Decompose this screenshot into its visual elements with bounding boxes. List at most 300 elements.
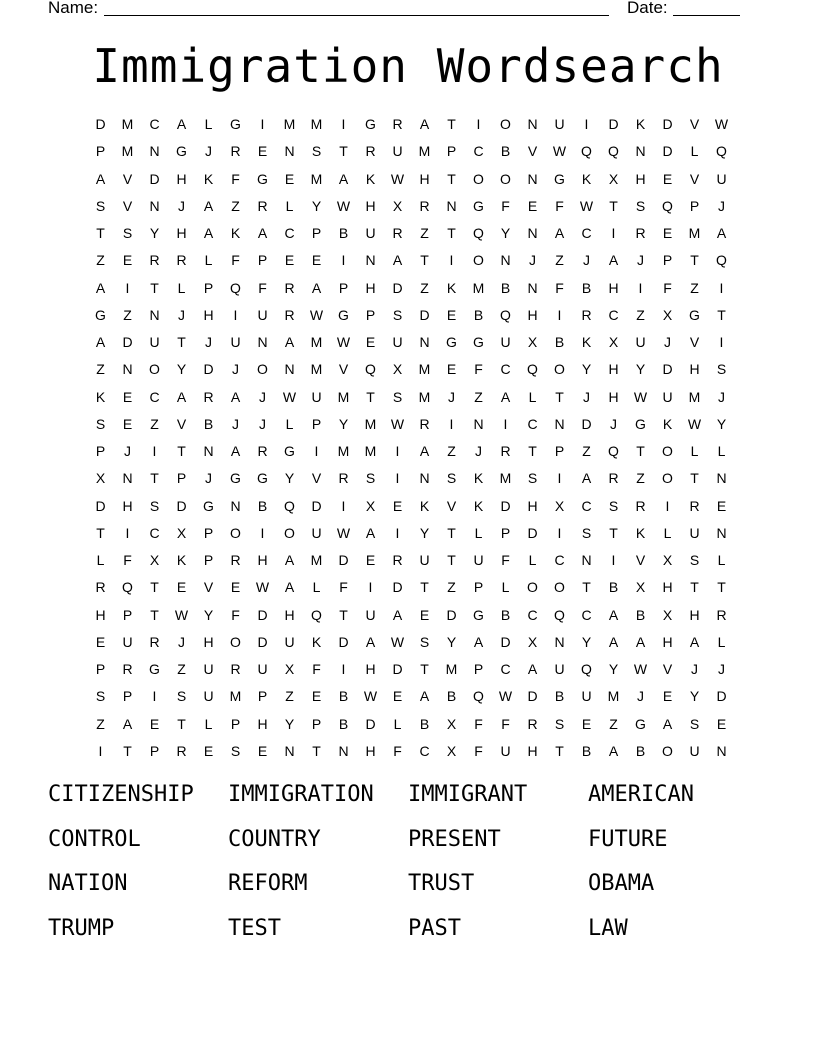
grid-letter: T bbox=[177, 715, 186, 732]
grid-letter: N bbox=[554, 415, 565, 432]
grid-row bbox=[87, 331, 735, 358]
grid-letter: D bbox=[500, 497, 511, 514]
grid-letter: R bbox=[176, 742, 187, 759]
grid-letter: L bbox=[663, 524, 672, 541]
grid-letter: P bbox=[95, 443, 106, 459]
grid-letter: X bbox=[662, 552, 673, 568]
grid-letter: H bbox=[689, 361, 700, 378]
grid-letter: Y bbox=[581, 633, 592, 650]
word-list-item: NATION bbox=[48, 871, 128, 896]
grid-letter: J bbox=[205, 143, 212, 160]
grid-letter: R bbox=[581, 306, 592, 323]
grid-letter: A bbox=[527, 661, 538, 677]
grid-letter: M bbox=[283, 116, 296, 132]
grid-letter: Y bbox=[689, 688, 700, 705]
grid-letter: G bbox=[689, 306, 700, 323]
word-list-item: CONTROL bbox=[48, 826, 141, 852]
grid-letter: M bbox=[310, 361, 323, 378]
grid-letter: Q bbox=[581, 661, 592, 677]
grid-letter: A bbox=[473, 633, 484, 650]
grid-letter: U bbox=[554, 116, 565, 132]
grid-letter: I bbox=[395, 470, 400, 487]
grid-letter: F bbox=[231, 170, 240, 187]
grid-letter: C bbox=[473, 143, 484, 160]
grid-letter: O bbox=[662, 470, 673, 487]
grid-letter: G bbox=[473, 334, 484, 350]
grid-letter: Z bbox=[420, 225, 429, 241]
grid-letter: R bbox=[392, 225, 403, 241]
grid-letter: U bbox=[554, 661, 565, 677]
grid-letter: R bbox=[203, 388, 214, 405]
grid-letter: D bbox=[662, 361, 673, 378]
grid-letter: T bbox=[690, 579, 699, 596]
grid-letter: N bbox=[500, 252, 511, 269]
name-label: Name: bbox=[48, 0, 99, 17]
grid-letter: A bbox=[95, 170, 106, 187]
grid-letter: G bbox=[473, 197, 484, 214]
grid-letter: L bbox=[690, 143, 699, 160]
grid-letter: I bbox=[503, 415, 508, 432]
grid-letter: R bbox=[122, 661, 133, 677]
grid-letter: N bbox=[716, 524, 727, 541]
grid-letter: T bbox=[339, 606, 348, 623]
grid-letter: W bbox=[390, 633, 405, 650]
grid-letter: U bbox=[689, 524, 700, 541]
grid-letter: T bbox=[447, 116, 456, 132]
grid-letter: L bbox=[474, 524, 483, 541]
grid-letter: D bbox=[203, 361, 214, 378]
grid-letter: W bbox=[633, 661, 648, 677]
grid-letter: O bbox=[500, 116, 511, 132]
grid-letter: D bbox=[122, 334, 133, 350]
word-list bbox=[48, 780, 768, 958]
grid-letter: M bbox=[472, 279, 485, 296]
grid-letter: X bbox=[392, 197, 403, 214]
date-blank-line bbox=[673, 15, 740, 16]
grid-letter: A bbox=[95, 334, 106, 350]
grid-letter: Z bbox=[447, 579, 456, 596]
grid-letter: O bbox=[230, 524, 241, 541]
grid-letter: O bbox=[554, 361, 565, 378]
grid-letter: H bbox=[662, 633, 673, 650]
grid-letter: O bbox=[149, 361, 160, 378]
grid-letter: Q bbox=[581, 143, 592, 160]
grid-letter: N bbox=[419, 470, 430, 487]
grid-letter: I bbox=[152, 688, 157, 705]
grid-letter: B bbox=[608, 579, 619, 596]
grid-letter: P bbox=[95, 143, 106, 160]
grid-letter: P bbox=[149, 742, 160, 759]
grid-letter: V bbox=[527, 143, 538, 160]
grid-letter: S bbox=[176, 688, 187, 705]
grid-letter: N bbox=[284, 742, 295, 759]
grid-letter: E bbox=[365, 552, 376, 568]
grid-letter: G bbox=[635, 415, 646, 432]
grid-letter: D bbox=[338, 552, 349, 568]
grid-letter: D bbox=[716, 688, 727, 705]
grid-letter: R bbox=[500, 443, 511, 459]
grid-letter: T bbox=[636, 443, 645, 459]
grid-letter: C bbox=[419, 742, 430, 759]
grid-letter: X bbox=[608, 170, 619, 187]
grid-letter: T bbox=[582, 579, 591, 596]
grid-letter: A bbox=[608, 252, 619, 269]
grid-row bbox=[87, 467, 735, 494]
grid-letter: A bbox=[716, 225, 727, 241]
grid-letter: P bbox=[311, 225, 322, 241]
grid-letter: L bbox=[312, 579, 321, 596]
grid-row bbox=[87, 195, 735, 222]
grid-row bbox=[87, 358, 735, 385]
grid-letter: V bbox=[122, 197, 133, 214]
grid-letter: X bbox=[635, 579, 646, 596]
grid-letter: P bbox=[554, 443, 565, 459]
grid-letter: S bbox=[608, 497, 619, 514]
grid-letter: E bbox=[311, 688, 322, 705]
grid-letter: R bbox=[95, 579, 106, 596]
grid-letter: M bbox=[310, 116, 323, 132]
word-list-item: IMMIGRATION bbox=[228, 782, 374, 807]
grid-letter: D bbox=[149, 170, 160, 187]
grid-letter: I bbox=[476, 116, 481, 132]
grid-letter: U bbox=[257, 661, 268, 677]
grid-letter: E bbox=[203, 742, 214, 759]
grid-letter: H bbox=[257, 552, 268, 568]
grid-letter: I bbox=[395, 443, 400, 459]
grid-letter: T bbox=[366, 388, 375, 405]
grid-letter: W bbox=[714, 116, 729, 132]
grid-letter: E bbox=[365, 334, 376, 350]
grid-letter: N bbox=[527, 116, 538, 132]
grid-letter: X bbox=[554, 497, 565, 514]
grid-letter: C bbox=[554, 552, 565, 568]
grid-letter: R bbox=[527, 715, 538, 732]
grid-letter: E bbox=[392, 688, 403, 705]
grid-letter: W bbox=[552, 143, 567, 160]
grid-row bbox=[87, 713, 735, 740]
grid-letter: T bbox=[717, 306, 726, 323]
grid-letter: H bbox=[527, 306, 538, 323]
grid-letter: S bbox=[365, 470, 376, 487]
grid-letter: A bbox=[203, 225, 214, 241]
grid-letter: Q bbox=[365, 361, 376, 378]
grid-letter: B bbox=[446, 688, 457, 705]
grid-letter: U bbox=[311, 388, 322, 405]
grid-letter: J bbox=[637, 688, 644, 705]
grid-letter: X bbox=[527, 334, 538, 350]
grid-row bbox=[87, 495, 735, 522]
grid-letter: Y bbox=[608, 661, 619, 677]
grid-letter: L bbox=[204, 715, 213, 732]
grid-letter: G bbox=[257, 470, 268, 487]
grid-letter: R bbox=[689, 497, 700, 514]
grid-letter: K bbox=[311, 633, 322, 650]
grid-letter: T bbox=[123, 742, 132, 759]
grid-letter: U bbox=[500, 334, 511, 350]
grid-letter: K bbox=[203, 170, 214, 187]
grid-letter: T bbox=[177, 443, 186, 459]
grid-letter: Z bbox=[420, 279, 429, 296]
grid-letter: I bbox=[152, 443, 157, 459]
grid-letter: T bbox=[690, 252, 699, 269]
grid-letter: M bbox=[310, 334, 323, 350]
grid-letter: E bbox=[662, 688, 673, 705]
grid-letter: L bbox=[96, 552, 105, 568]
grid-letter: K bbox=[473, 470, 484, 487]
grid-letter: R bbox=[284, 279, 295, 296]
grid-letter: O bbox=[230, 633, 241, 650]
grid-letter: A bbox=[176, 116, 187, 132]
grid-letter: Z bbox=[636, 470, 645, 487]
grid-letter: H bbox=[284, 606, 295, 623]
grid-letter: F bbox=[474, 361, 483, 378]
grid-letter: F bbox=[555, 197, 564, 214]
word-list-item: REFORM bbox=[228, 871, 308, 896]
grid-letter: A bbox=[311, 279, 322, 296]
grid-letter: M bbox=[499, 470, 512, 487]
grid-row bbox=[87, 277, 735, 304]
grid-letter: Z bbox=[690, 279, 699, 296]
grid-letter: I bbox=[719, 334, 724, 350]
grid-letter: M bbox=[445, 661, 458, 677]
grid-letter: S bbox=[392, 306, 403, 323]
grid-letter: H bbox=[608, 388, 619, 405]
grid-letter: E bbox=[581, 715, 592, 732]
grid-letter: U bbox=[203, 688, 214, 705]
word-list-item: COUNTRY bbox=[228, 826, 321, 852]
grid-letter: J bbox=[583, 388, 590, 405]
grid-letter: F bbox=[555, 279, 564, 296]
grid-letter: B bbox=[635, 742, 646, 759]
grid-letter: T bbox=[447, 524, 456, 541]
grid-letter: Q bbox=[554, 606, 565, 623]
grid-letter: C bbox=[500, 661, 511, 677]
grid-letter: E bbox=[419, 606, 430, 623]
grid-letter: G bbox=[473, 606, 484, 623]
grid-letter: F bbox=[393, 742, 402, 759]
grid-letter: B bbox=[554, 334, 565, 350]
grid-letter: J bbox=[583, 252, 590, 269]
grid-letter: H bbox=[689, 606, 700, 623]
grid-row bbox=[87, 576, 735, 603]
grid-letter: Z bbox=[582, 443, 591, 459]
grid-letter: S bbox=[689, 715, 700, 732]
grid-letter: I bbox=[557, 524, 562, 541]
grid-letter: S bbox=[149, 497, 160, 514]
grid-letter: A bbox=[284, 552, 295, 568]
grid-letter: U bbox=[365, 225, 376, 241]
grid-letter: A bbox=[176, 388, 187, 405]
grid-letter: Z bbox=[96, 361, 105, 378]
grid-letter: O bbox=[662, 742, 673, 759]
grid-letter: K bbox=[662, 415, 673, 432]
grid-letter: F bbox=[339, 579, 348, 596]
grid-letter: P bbox=[338, 279, 349, 296]
grid-letter: I bbox=[611, 552, 616, 568]
grid-letter: Y bbox=[581, 361, 592, 378]
grid-letter: R bbox=[230, 661, 241, 677]
grid-letter: J bbox=[637, 252, 644, 269]
grid-letter: D bbox=[446, 606, 457, 623]
name-date-header bbox=[48, 0, 748, 19]
grid-row bbox=[87, 168, 735, 195]
grid-letter: A bbox=[581, 470, 592, 487]
grid-letter: P bbox=[203, 524, 214, 541]
grid-letter: N bbox=[716, 742, 727, 759]
grid-row bbox=[87, 140, 735, 167]
grid-letter: I bbox=[638, 279, 643, 296]
grid-letter: C bbox=[500, 361, 511, 378]
grid-letter: F bbox=[501, 552, 510, 568]
grid-letter: O bbox=[473, 170, 484, 187]
grid-letter: N bbox=[581, 552, 592, 568]
grid-letter: D bbox=[95, 116, 106, 132]
letter-grid bbox=[87, 113, 735, 767]
grid-letter: N bbox=[554, 633, 565, 650]
grid-letter: H bbox=[365, 742, 376, 759]
grid-letter: Y bbox=[338, 415, 349, 432]
grid-letter: D bbox=[392, 579, 403, 596]
grid-letter: J bbox=[124, 443, 131, 459]
grid-letter: R bbox=[392, 552, 403, 568]
grid-letter: K bbox=[581, 170, 592, 187]
grid-letter: B bbox=[419, 715, 430, 732]
grid-letter: R bbox=[149, 633, 160, 650]
grid-letter: U bbox=[716, 170, 727, 187]
grid-letter: R bbox=[257, 197, 268, 214]
grid-letter: S bbox=[95, 688, 106, 705]
word-list-item: OBAMA bbox=[588, 871, 655, 896]
grid-letter: L bbox=[393, 715, 402, 732]
grid-letter: W bbox=[579, 197, 594, 214]
grid-letter: D bbox=[662, 116, 673, 132]
grid-letter: J bbox=[259, 388, 266, 405]
grid-letter: V bbox=[662, 661, 673, 677]
grid-letter: O bbox=[257, 361, 268, 378]
grid-letter: Z bbox=[609, 715, 618, 732]
grid-letter: N bbox=[365, 252, 376, 269]
grid-letter: R bbox=[635, 225, 646, 241]
grid-letter: V bbox=[689, 334, 700, 350]
grid-letter: A bbox=[608, 606, 619, 623]
grid-letter: W bbox=[498, 688, 513, 705]
grid-letter: P bbox=[689, 197, 700, 214]
grid-letter: G bbox=[230, 470, 241, 487]
grid-letter: T bbox=[690, 470, 699, 487]
grid-letter: J bbox=[718, 197, 725, 214]
word-list-item: FUTURE bbox=[588, 826, 668, 852]
grid-letter: E bbox=[446, 306, 457, 323]
grid-letter: M bbox=[418, 388, 431, 405]
grid-letter: C bbox=[527, 606, 538, 623]
grid-letter: A bbox=[392, 606, 403, 623]
grid-letter: S bbox=[419, 633, 430, 650]
grid-letter: M bbox=[688, 388, 701, 405]
grid-row bbox=[87, 222, 735, 249]
grid-letter: Z bbox=[474, 388, 483, 405]
grid-letter: R bbox=[176, 252, 187, 269]
grid-letter: Z bbox=[96, 715, 105, 732]
grid-letter: A bbox=[365, 633, 376, 650]
grid-letter: K bbox=[635, 116, 646, 132]
grid-letter: S bbox=[635, 197, 646, 214]
grid-letter: M bbox=[121, 116, 134, 132]
grid-letter: K bbox=[635, 524, 646, 541]
grid-letter: I bbox=[233, 306, 238, 323]
grid-letter: Z bbox=[285, 688, 294, 705]
grid-letter: K bbox=[473, 497, 484, 514]
grid-letter: B bbox=[581, 279, 592, 296]
grid-letter: L bbox=[717, 633, 726, 650]
grid-letter: G bbox=[149, 661, 160, 677]
grid-letter: M bbox=[337, 443, 350, 459]
grid-letter: M bbox=[310, 170, 323, 187]
grid-letter: P bbox=[500, 524, 511, 541]
grid-letter: A bbox=[419, 688, 430, 705]
grid-letter: B bbox=[554, 688, 565, 705]
grid-letter: H bbox=[203, 306, 214, 323]
grid-letter: N bbox=[527, 279, 538, 296]
grid-letter: A bbox=[230, 443, 241, 459]
grid-letter: X bbox=[284, 661, 295, 677]
grid-letter: E bbox=[122, 415, 133, 432]
grid-letter: E bbox=[122, 388, 133, 405]
grid-letter: A bbox=[635, 633, 646, 650]
grid-letter: Q bbox=[662, 197, 673, 214]
grid-letter: O bbox=[554, 579, 565, 596]
grid-letter: A bbox=[365, 524, 376, 541]
grid-letter: I bbox=[395, 524, 400, 541]
grid-letter: L bbox=[717, 443, 726, 459]
grid-letter: M bbox=[607, 688, 620, 705]
grid-letter: P bbox=[95, 661, 106, 677]
grid-letter: H bbox=[527, 742, 538, 759]
grid-letter: H bbox=[257, 715, 268, 732]
grid-letter: G bbox=[203, 497, 214, 514]
grid-letter: U bbox=[635, 334, 646, 350]
grid-letter: F bbox=[501, 197, 510, 214]
grid-letter: F bbox=[231, 606, 240, 623]
grid-letter: K bbox=[581, 334, 592, 350]
grid-letter: M bbox=[229, 688, 242, 705]
grid-letter: L bbox=[204, 252, 213, 269]
grid-letter: V bbox=[635, 552, 646, 568]
grid-letter: V bbox=[311, 470, 322, 487]
grid-letter: F bbox=[474, 742, 483, 759]
grid-letter: D bbox=[581, 415, 592, 432]
grid-letter: Q bbox=[716, 143, 727, 160]
grid-letter: N bbox=[446, 197, 457, 214]
grid-letter: P bbox=[122, 688, 133, 705]
grid-letter: N bbox=[284, 143, 295, 160]
date-label: Date: bbox=[627, 0, 668, 17]
word-list-item: TRUMP bbox=[48, 915, 115, 941]
grid-letter: C bbox=[527, 415, 538, 432]
grid-letter: P bbox=[257, 252, 268, 269]
grid-letter: X bbox=[527, 633, 538, 650]
grid-letter: W bbox=[633, 388, 648, 405]
grid-letter: D bbox=[419, 306, 430, 323]
grid-letter: O bbox=[500, 170, 511, 187]
grid-letter: D bbox=[338, 633, 349, 650]
grid-letter: G bbox=[95, 306, 106, 323]
grid-letter: S bbox=[446, 470, 457, 487]
grid-row bbox=[87, 604, 735, 631]
grid-letter: I bbox=[98, 742, 103, 759]
grid-letter: E bbox=[662, 225, 673, 241]
grid-letter: Z bbox=[177, 661, 186, 677]
grid-letter: E bbox=[392, 497, 403, 514]
